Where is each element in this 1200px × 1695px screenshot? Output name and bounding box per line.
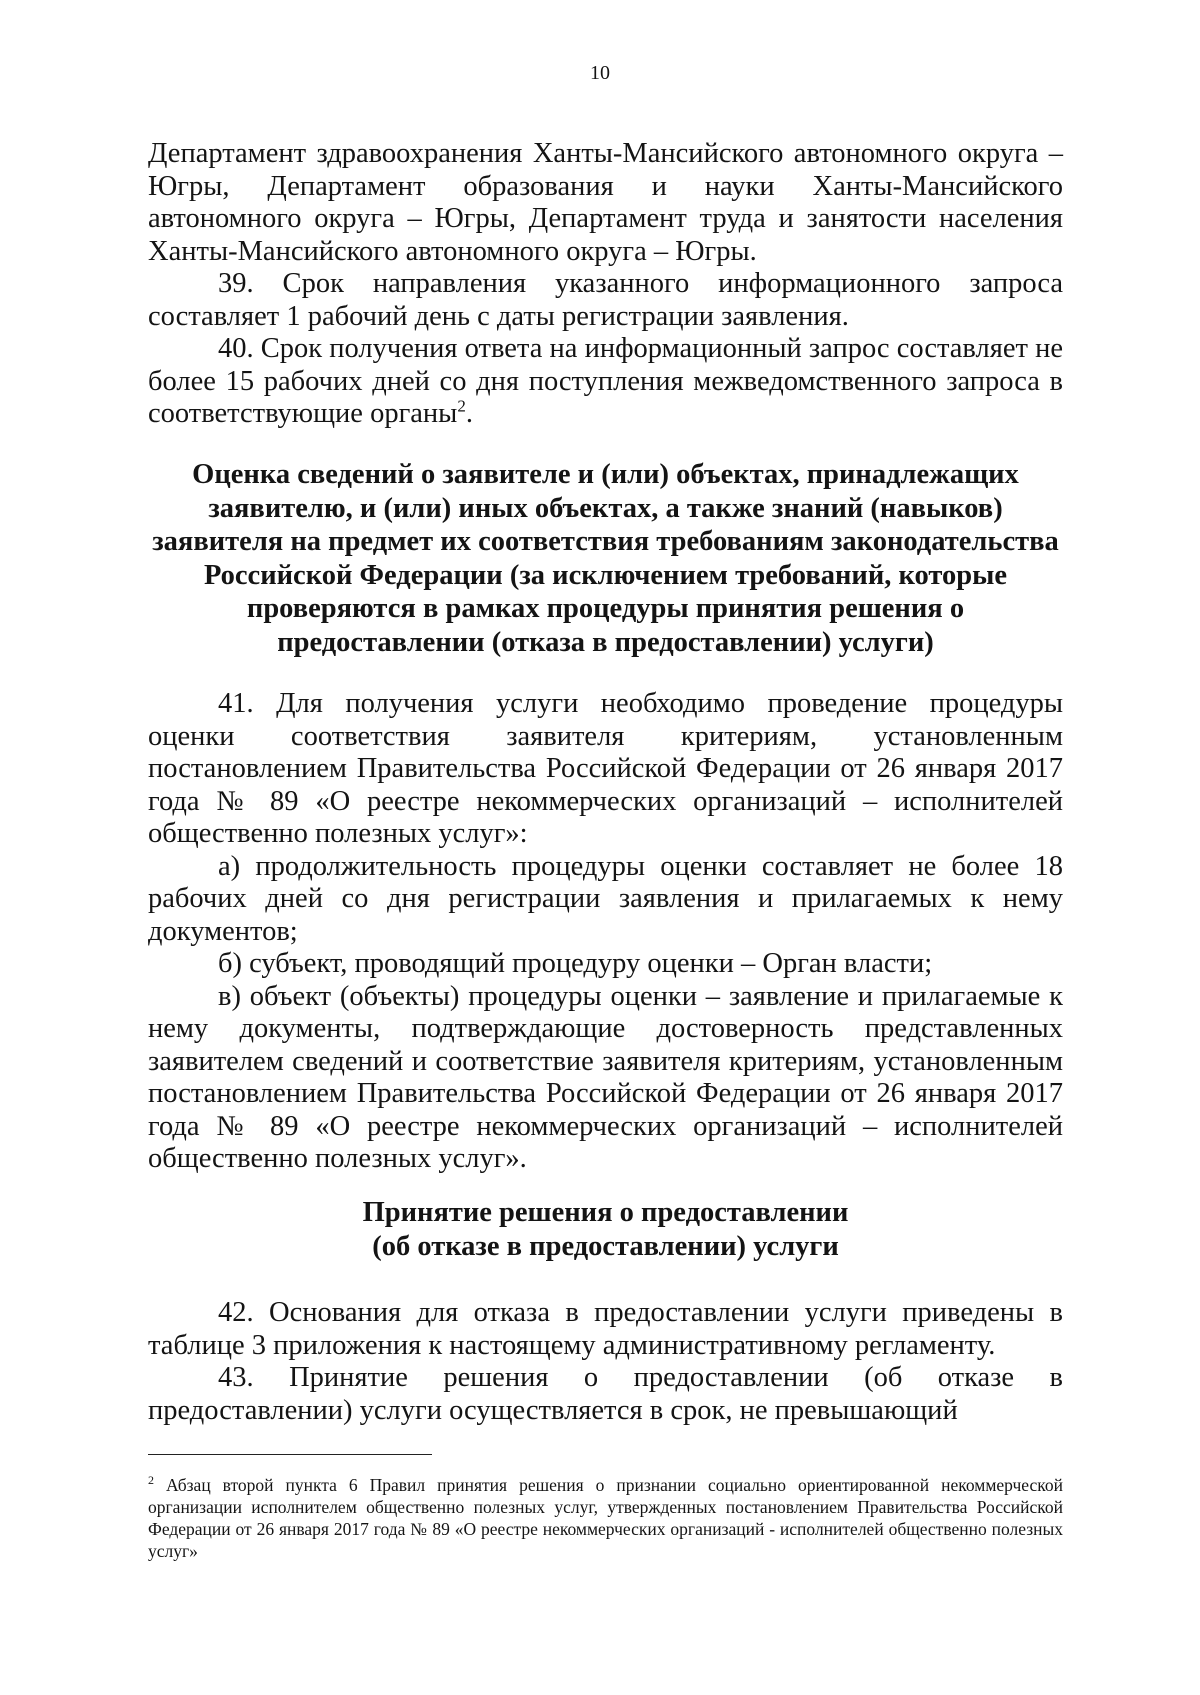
paragraph-block-2 [148,688,1063,1176]
paragraph-41-v: в) объект (объекты) процедуры оценки – заявление и прилагаемые к нему документы, подтверждающие достоверность представленных заявителем сведений и соответствие заявителя критериям, установленным постановлением Правительства Российской Федерации от 26 января 2017 года № 89 «О реестре некоммерческих организаций – исполнителей общественно полезных услуг». [148,980,1063,1174]
section-heading-decision-line-1: Принятие решения о предоставлении [362,1197,849,1228]
paragraph-block-1 [148,138,1063,431]
section-heading-decision-line-2: (об отказе в предоставлении) услуги [372,1230,839,1262]
paragraph-departments: Департамент здравоохранения Ханты-Мансийского автономного округа – Югры, Департамент образования и науки Ханты-Мансийского автономного округа – Югры, Департамент труда и занятости населения Ханты-Мансийского автономного округа – Югры. [148,138,1063,267]
paragraph-39: 39. Срок направления указанного информационного запроса составляет 1 рабочий день с даты регистрации заявления. [148,268,1063,332]
paragraph-41: 41. Для получения услуги необходимо проведение процедуры оценки соответствия заявителя критериям, установленным постановлением Правительства Российской Федерации от 26 января 2017 года № 89 «О реестре некоммерческих организаций – исполнителей общественно полезных услуг»: [148,688,1063,849]
paragraph-41-b: б) субъект, проводящий процедуру оценки – Орган власти; [218,948,933,979]
paragraph-43: 43. Принятие решения о предоставлении (об отказе в предоставлении) услуги осуществляется в срок, не превышающий [148,1362,1063,1426]
footnote-divider [148,1454,432,1455]
section-heading-decision [148,1196,1063,1263]
paragraph-42: 42. Основания для отказа в предоставлении услуги приведены в таблице 3 приложения к настоящему административному регламенту. [148,1297,1063,1361]
paragraph-40-end: . [465,398,473,429]
footnote [148,1474,1063,1562]
page-number: 10 [590,62,610,84]
paragraph-block-3 [148,1297,1063,1427]
footnote-marker: 2 [148,1473,154,1488]
paragraph-40-text: 40. Срок получения ответа на информационный запрос составляет не более 15 рабочих дней со дня поступления межведомственного запроса в соответствующие органы [148,333,1063,429]
footnote-text: Абзац второй пункта 6 Правил принятия решения о признании социально ориентированной некоммерческой организации исполнителем общественно полезных услуг, утвержденных постановлением Правительства Российской Федерации от 26 января 2017 года № 89 «О реестре некоммерческих организаций - исполнителей общественно полезных услуг» [148,1475,1063,1561]
paragraph-41-a: а) продолжительность процедуры оценки составляет не более 18 рабочих дней со дня регистрации заявления и прилагаемых к нему документов; [148,850,1063,947]
section-heading-assessment: Оценка сведений о заявителе и (или) объектах, принадлежащих заявителю, и (или) иных объектах, а также знаний (навыков) заявителя на предмет их соответствия требованиям законодательства Российской Федерации (за исключением требований, которые проверяются в рамках процедуры принятия решения о предоставлении (отказа в предоставлении) услуги) [152,459,1059,658]
paragraph-40 [148,333,1063,431]
footnote-reference[interactable]: 2 [457,396,466,416]
